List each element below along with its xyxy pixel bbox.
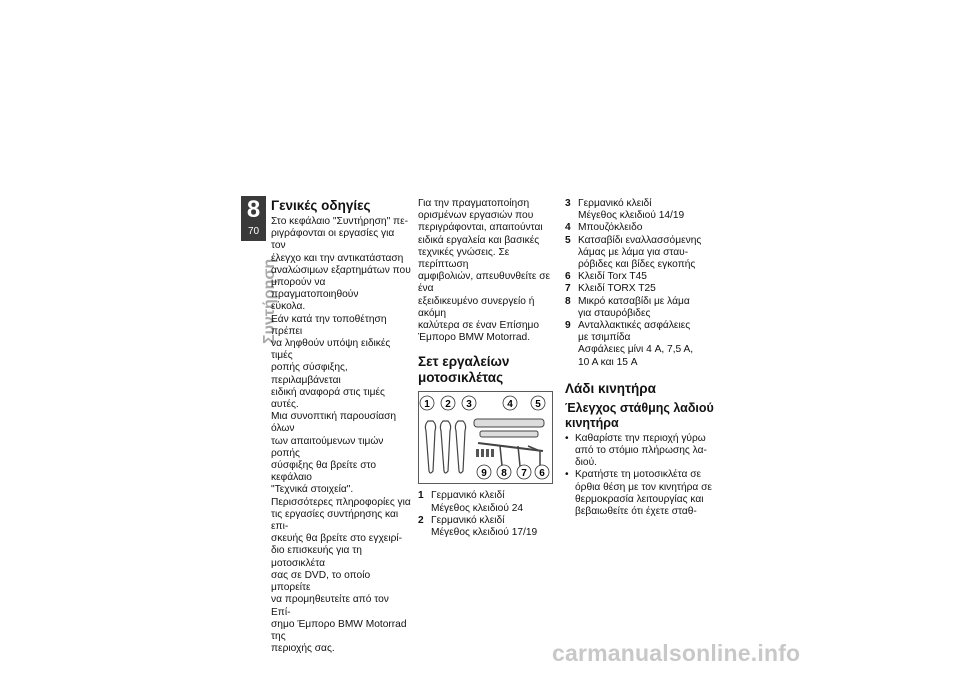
column-tool-list-oil: [565, 198, 715, 518]
bullet-item: [565, 433, 715, 470]
special-tools-text: [418, 198, 558, 344]
bullet-text: από το στόμιο πλήρωσης λα-: [575, 445, 707, 457]
item-text: για σταυρόβιδες: [578, 307, 651, 319]
item-number: 6: [565, 271, 571, 283]
text-line: ορισμένων εργασιών που: [418, 210, 534, 222]
item-number: 8: [565, 295, 571, 307]
bullet-icon: •: [565, 469, 569, 481]
tool-list-item: [565, 271, 715, 283]
figure-label: 1: [424, 399, 430, 411]
item-text: λάμας με λάμα για σταυ-: [578, 246, 689, 258]
item-number: 1: [418, 490, 424, 502]
text-line: ριγράφονται οι εργασίες για τον: [271, 228, 395, 252]
tool-list-item: [565, 235, 715, 272]
text-line: Στο κεφάλαιο "Συντήρηση" πε-: [271, 216, 408, 227]
chapter-number: 8: [246, 196, 261, 223]
text-line: σημο Έμπορο BMW Motorrad της: [271, 618, 407, 642]
text-line: αμφιβολιών, απευθυνθείτε σε ένα: [418, 271, 551, 295]
text-line: Έμπορο BMW Motorrad.: [418, 332, 531, 344]
figure-label: 4: [507, 399, 513, 411]
watermark-text: carmanualsonline.info: [552, 640, 801, 666]
chapter-badge: [241, 196, 266, 241]
item-text: Ασφάλειες μίνι 4 A, 7,5 A,: [578, 344, 694, 356]
item-number: 4: [565, 222, 571, 234]
text-line: ειδική αναφορά στις τιμές αυτές.: [271, 386, 385, 411]
text-line: να προμηθευτείτε από τον Επί-: [271, 594, 389, 618]
figure-label: 9: [481, 468, 487, 480]
text-line: ροπής σύσφιξης, περιλαμβάνεται: [271, 362, 348, 386]
page-number: 70: [247, 226, 260, 237]
item-text: Κλειδί TORX T25: [578, 283, 656, 295]
item-text: Μικρό κατσαβίδι με λάμα: [578, 295, 690, 307]
text-line: σας σε DVD, το οποίο μπορείτε: [271, 569, 371, 594]
bullet-icon: •: [565, 432, 569, 444]
item-text: Γερμανικό κλειδί: [431, 490, 505, 502]
column-general-instructions: [271, 198, 411, 655]
bullet-text: Κρατήστε τη μοτοσικλέτα σε: [575, 469, 702, 481]
item-text: με τσιμπίδα: [578, 332, 631, 344]
text-line: διο επισκευής για τη μοτοσικλέτα: [271, 545, 362, 569]
item-text: Μπουζόκλειδο: [578, 222, 643, 234]
general-instructions-text: [271, 216, 411, 655]
item-number: 3: [565, 198, 571, 209]
text-line: περιοχής σας.: [271, 643, 335, 655]
chapter-side-title: Συντήρηση: [261, 258, 278, 344]
bullet-text: βεβαιωθείτε ότι έχετε σταθ-: [575, 506, 697, 518]
tool-kit-illustration: [418, 391, 553, 484]
heading-line: κινητήρα: [565, 415, 619, 430]
text-line: μπορούν να πραγματοποιηθούν: [271, 277, 359, 301]
heading-engine-oil: Λάδι κινητήρα: [565, 380, 656, 396]
text-line: εξειδικευμένο συνεργείο ή ακόμη: [418, 295, 535, 319]
heading-tool-kit: [418, 354, 558, 386]
bullet-text: Καθαρίστε την περιοχή γύρω: [575, 432, 706, 444]
item-text: 10 A και 15 A: [578, 356, 638, 368]
text-line: σύσφιξης θα βρείτε στο κεφάλαιο: [271, 460, 377, 484]
text-line: "Τεχνικά στοιχεία".: [271, 484, 354, 496]
text-line: των απαιτούμενων τιμών ροπής: [271, 435, 384, 459]
item-number: 7: [565, 283, 571, 295]
figure-label: 6: [539, 468, 545, 480]
text-line: Μια συνοπτική παρουσίαση όλων: [271, 411, 397, 435]
heading-line: μοτοσικλέτας: [418, 370, 504, 386]
tool-list-item: [565, 296, 715, 320]
bullet-text: όρθια θέση με τον κινητήρα σε: [575, 481, 712, 493]
tool-list-item: [565, 198, 715, 222]
bullet-item: [565, 469, 715, 518]
item-text: Γερμανικό κλειδί: [578, 198, 652, 209]
bullet-text: θερμοκρασία λειτουργίας και: [575, 493, 704, 505]
item-number: 9: [565, 320, 571, 332]
figure-label: 2: [445, 399, 451, 411]
bullet-text: διού.: [575, 457, 598, 469]
item-text: Μέγεθος κλειδιού 24: [431, 502, 524, 514]
text-line: τεχνικές γνώσεις. Σε περίπτωση: [418, 246, 510, 271]
figure-label: 7: [521, 468, 527, 480]
column-tool-kit: [418, 198, 558, 539]
figure-label: 8: [501, 468, 507, 480]
figure-label: 5: [535, 399, 541, 411]
item-number: 2: [418, 514, 424, 526]
item-text: Μέγεθος κλειδιού 14/19: [578, 210, 685, 222]
tool-list-item: [565, 222, 715, 234]
item-text: Γερμανικό κλειδί: [431, 514, 505, 526]
heading-line: Σετ εργαλείων: [418, 354, 510, 370]
tool-list-item: [565, 320, 715, 369]
text-line: να ληφθούν υπόψη ειδικές τιμές: [271, 338, 391, 362]
text-line: εύκολα.: [271, 301, 306, 313]
text-line: Εάν κατά την τοποθέτηση πρέπει: [271, 313, 387, 337]
text-line: καλύτερα σε έναν Επίσημο: [418, 320, 540, 332]
text-line: ειδικά εργαλεία και βασικές: [418, 234, 540, 246]
item-number: 5: [565, 234, 571, 246]
text-line: σκευής θα βρείτε στο εγχειρί-: [271, 533, 403, 545]
text-line: Περισσότερες πληροφορίες για: [271, 496, 411, 508]
text-line: αναλώσιμων εξαρτημάτων που: [271, 264, 411, 276]
figure-label: 3: [466, 399, 472, 411]
text-line: Για την πραγματοποίηση: [418, 198, 530, 209]
item-text: Κλειδί Torx T45: [578, 271, 647, 283]
item-text: Κατσαβίδι εναλλασσόμενης: [578, 234, 702, 246]
heading-line: Έλεγχος στάθμης λαδιού: [565, 400, 714, 415]
heading-general-instructions: Γενικές οδηγίες: [271, 198, 371, 213]
tool-list-item: [565, 283, 715, 295]
item-text: ρόβιδες και βίδες εγκοπής: [578, 259, 696, 271]
tool-list-item: [418, 490, 558, 514]
item-text: Ανταλλακτικές ασφάλειες: [578, 320, 691, 332]
subheading-oil-level-check: [565, 401, 715, 431]
text-line: περιγράφονται, απαιτούνται: [418, 222, 543, 234]
text-line: έλεγχο και την αντικατάσταση: [271, 252, 404, 264]
tool-list-item: [418, 515, 558, 539]
item-text: Μέγεθος κλειδιού 17/19: [431, 527, 538, 539]
text-line: τις εργασίες συντήρησης και επι-: [271, 508, 399, 533]
